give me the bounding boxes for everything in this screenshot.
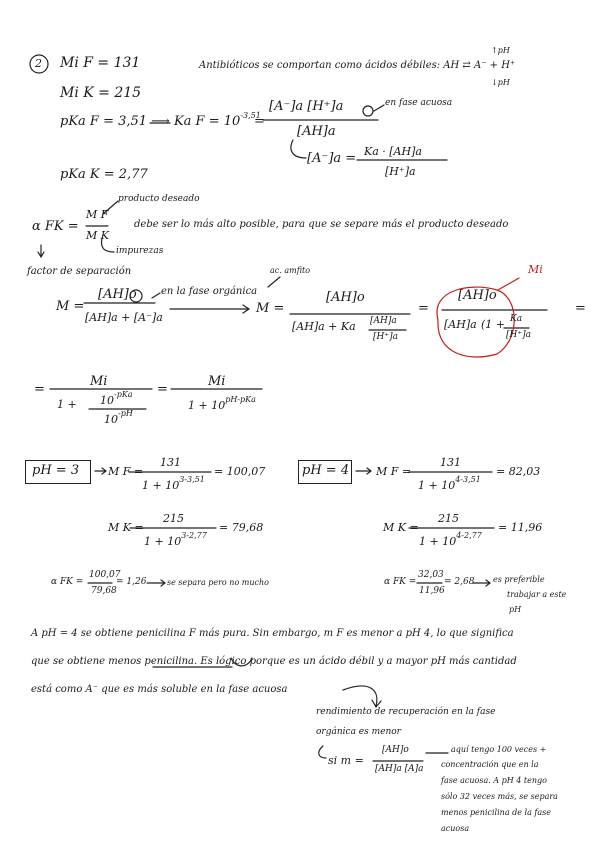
ka-to-a-arrow — [291, 140, 306, 158]
eq1-frac-num-base: 10 — [100, 394, 114, 407]
conclusion-arrow — [343, 686, 381, 707]
subscript-circle — [363, 106, 373, 116]
ph4-alpha-note-3: pH — [509, 605, 522, 614]
pka-f-line — [60, 111, 261, 129]
alpha-lhs: α FK = — [32, 219, 79, 234]
ph4-mk-lhs: M K = — [383, 521, 419, 534]
pka-f-text: pKa F = 3,51 ⟶ Ka F = 10 — [60, 114, 241, 129]
recovery-note-2: concentración que en la — [441, 760, 539, 769]
equals-sign-5: = — [157, 382, 168, 397]
recovery-note-6: acuosa — [441, 824, 470, 833]
ph3-mf-result: = 100,07 — [214, 465, 266, 478]
ph4-alpha-numerator: 32,03 — [418, 570, 444, 580]
m3-numerator: [AH]o — [458, 288, 497, 303]
eq1-den-frac-den — [104, 409, 133, 426]
producto-deseado-label: producto deseado — [118, 194, 200, 204]
conclusion-line-3: está como A⁻ que es más soluble en la fase acuosa — [31, 684, 288, 695]
ph4-alpha-note-2: trabajar a este — [507, 590, 567, 599]
antibiotics-statement: Antibióticos se comportan como ácidos débiles: AH ⇄ A⁻ + H⁺ — [199, 60, 516, 71]
ph3-mk-den-exp: 3-2,77 — [181, 531, 207, 540]
ph3-mf-lhs: M F = — [108, 465, 144, 478]
eq2-denominator — [188, 395, 256, 412]
m-numerator: [AH]o — [98, 287, 137, 302]
m3-denominator-b: (1 + — [481, 318, 506, 331]
m2-numerator: [AH]o — [326, 290, 365, 305]
ph4-alpha-lhs: α FK = — [384, 577, 417, 587]
impurezas-label: impurezas — [116, 246, 164, 256]
eq1-den-frac-num — [100, 390, 133, 407]
recovery-note-5: menos penicilina de la fase — [441, 808, 551, 817]
a-expr-denominator: [H⁺]a — [385, 165, 416, 178]
eq1-frac-num-exp: -pKa — [114, 390, 133, 399]
ph3-mk-denominator — [144, 531, 207, 548]
ka-denominator: [AH]a — [297, 124, 336, 139]
m2-denominator-a: [AH]a + Ka — [292, 320, 356, 333]
arrow-down-ph: ↓pH — [491, 78, 510, 87]
conclusion-line-2: que se obtiene menos penicilina. Es lógico porque es un ácido débil y a mayor pH más cantidad — [31, 656, 517, 667]
eq2-den-base: 1 + 10 — [188, 399, 226, 412]
eq2-den-exp: pH-pKa — [225, 395, 256, 404]
m2-lhs: M = — [256, 301, 285, 316]
ph4-mf-numerator: 131 — [440, 456, 461, 469]
mi-k-value: Mi K = 215 — [60, 85, 142, 101]
ac-amfito-label: ac. amfito — [270, 266, 311, 275]
arrow-up-ph: ↑pH — [491, 46, 510, 55]
m-denominator: [AH]a + [A⁻]a — [85, 311, 163, 324]
conclusion-line-1: A pH = 4 se obtiene penicilina F más pura. Sin embargo, m F es menor a pH 4, lo que significa — [31, 628, 514, 639]
m3-den-frac-den: [H⁺]a — [506, 330, 531, 340]
ph4-alpha-result: = 2,68 — [444, 577, 475, 587]
a-expr-numerator: Ka · [AH]a — [364, 145, 422, 158]
ph3-mf-denominator — [142, 475, 205, 492]
ph4-mf-result: = 82,03 — [496, 465, 541, 478]
ph4-mf-lhs: M F = — [376, 465, 412, 478]
ph4-alpha-denominator: 11,96 — [419, 586, 445, 596]
recovery-note-1: aquí tengo 100 veces + — [451, 745, 547, 754]
ph4-mk-denominator — [419, 531, 482, 548]
ph4-mk-den-base: 1 + 10 — [419, 535, 457, 548]
alpha-numerator: M F — [86, 208, 109, 221]
m2-den-frac-num: [AH]a — [370, 316, 397, 326]
ph3-mf-numerator: 131 — [160, 456, 181, 469]
fase-acuosa-arrow — [374, 105, 384, 111]
ph4-mf-den-exp: 4-3,51 — [455, 475, 481, 484]
mi-red-label: Mi — [528, 263, 543, 276]
ph4-mk-numerator: 215 — [438, 512, 459, 525]
m3-denominator-a: [AH]a — [444, 318, 477, 331]
ph3-label: pH = 3 — [32, 463, 80, 478]
factor-separacion-label: factor de separación — [27, 266, 132, 277]
equals-sign-3: = — [575, 301, 586, 316]
equals-sign-2: = — [418, 301, 429, 316]
ph3-alpha-denominator: 79,68 — [91, 586, 117, 596]
ph3-mk-result: = 79,68 — [219, 521, 264, 534]
eq1-numerator: Mi — [90, 374, 108, 389]
equals-sign: = — [254, 114, 265, 129]
pka-k-line: pKa K = 2,77 — [60, 167, 148, 182]
ph3-mk-numerator: 215 — [163, 512, 184, 525]
ph4-mk-result: = 11,96 — [498, 521, 543, 534]
m-lhs: M = — [56, 299, 85, 314]
ph4-alpha-note-1: es preferible — [493, 575, 545, 584]
pka-f-exp: -3,51 — [240, 111, 261, 120]
recovery-si-m: si m = — [328, 754, 364, 767]
recovery-frac-num: [AH]o — [382, 745, 409, 755]
mi-f-value: Mi F = 131 — [60, 55, 141, 71]
problem-number: 2 — [35, 57, 42, 70]
eq1-frac-den-base: 10 — [104, 413, 118, 426]
ph3-mf-den-base: 1 + 10 — [142, 479, 180, 492]
ph3-alpha-note: se separa pero no mucho — [167, 578, 269, 587]
ka-numerator: [A⁻]a [H⁺]a — [269, 99, 344, 114]
long-arrow — [170, 305, 249, 313]
ph4-mf-den-base: 1 + 10 — [418, 479, 456, 492]
ph3-mk-lhs: M K = — [108, 521, 144, 534]
recovery-note-4: sólo 32 veces más, se separa — [441, 792, 558, 801]
ph3-alpha-result: = 1,26 — [116, 577, 147, 587]
a-expr-lhs: [A⁻]a = — [307, 151, 357, 166]
eq1-den-a: 1 + — [57, 398, 77, 411]
eq2-numerator: Mi — [208, 374, 226, 389]
ph3-mf-den-exp: 3-3,51 — [179, 475, 205, 484]
ph3-alpha-lhs: α FK = — [51, 577, 84, 587]
fase-acuosa-label: en fase acuosa — [385, 98, 453, 108]
recovery-line-1: rendimiento de recuperación en la fase — [316, 707, 496, 717]
alpha-explanation: debe ser lo más alto posible, para que se separe más el producto deseado — [134, 219, 509, 230]
ph4-mf-denominator — [418, 475, 481, 492]
ph3-alpha-numerator: 100,07 — [89, 570, 121, 580]
recovery-note-3: fase acuosa. A pH 4 tengo — [441, 776, 547, 785]
ph4-mk-den-exp: 4-2,77 — [456, 531, 482, 540]
m3-den-frac-num: Ka — [510, 314, 523, 324]
ph3-mk-den-base: 1 + 10 — [144, 535, 182, 548]
recovery-line-2: orgánica es menor — [316, 727, 401, 737]
fase-organica-label: en la fase orgánica — [161, 286, 258, 297]
equals-sign-4: = — [34, 382, 45, 397]
recovery-frac-den: [AH]a [A]a — [375, 764, 424, 774]
ph4-label: pH = 4 — [302, 463, 350, 478]
eq1-frac-den-exp: -pH — [118, 409, 133, 418]
m2-den-frac-den: [H⁺]a — [373, 332, 398, 342]
alpha-denominator: M K — [86, 229, 109, 242]
